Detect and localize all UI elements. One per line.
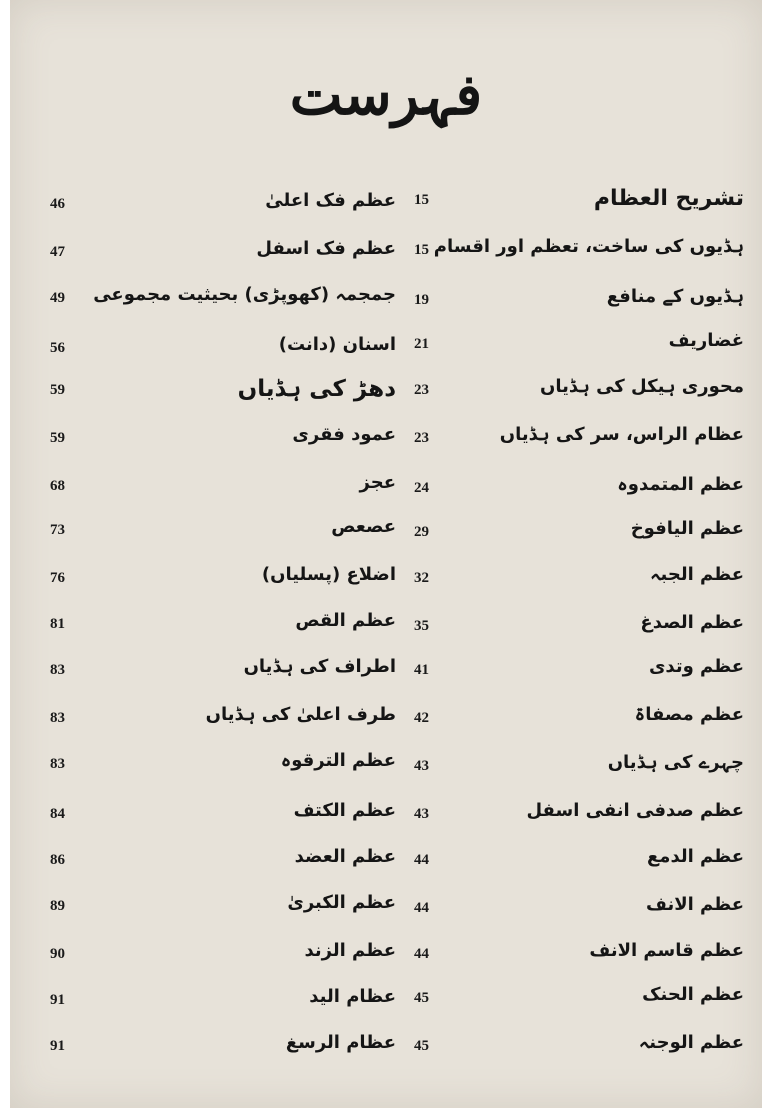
page-number: 45 — [414, 1038, 429, 1054]
toc-entry — [32, 704, 406, 744]
page-number: 83 — [50, 662, 65, 678]
page-number: 41 — [414, 662, 429, 678]
entry-title: تشریح العظام — [593, 186, 744, 211]
entry-title: عظم وتدی — [648, 656, 744, 677]
entry-title: دھڑ کی ہڈیاں — [237, 376, 396, 402]
page-number: 84 — [50, 806, 65, 822]
toc-entry — [32, 750, 406, 790]
toc-entry — [406, 564, 754, 604]
entry-title: ہڈیوں کے منافع — [606, 286, 744, 307]
toc-entry — [32, 610, 406, 650]
entry-title: عظم فک اعلیٰ — [265, 190, 396, 211]
toc-entry — [406, 330, 754, 370]
page-number: 19 — [414, 292, 429, 308]
toc-entry — [406, 656, 754, 696]
toc-entry — [32, 940, 406, 980]
toc-entry — [406, 704, 754, 744]
toc-entry — [406, 186, 754, 226]
page-number: 32 — [414, 570, 429, 586]
page-number: 44 — [414, 900, 429, 916]
entry-title: عظم الجبہ — [649, 564, 744, 585]
entry-title: عظم الدمع — [647, 846, 744, 867]
page-number: 23 — [414, 382, 429, 398]
entry-title: عظم الانف — [646, 894, 744, 915]
page-number: 73 — [50, 522, 65, 538]
entry-title: عظم الکبریٰ — [287, 892, 396, 913]
page-number: 35 — [414, 618, 429, 634]
page-number: 90 — [50, 946, 65, 962]
toc-entry — [32, 284, 406, 324]
page-number: 44 — [414, 852, 429, 868]
page-number: 89 — [50, 898, 65, 914]
entry-title: عصعص — [331, 516, 396, 537]
page-number: 91 — [50, 1038, 65, 1054]
page-number: 43 — [414, 758, 429, 774]
toc-entry — [406, 474, 754, 514]
toc-entry — [406, 236, 754, 276]
page-number: 76 — [50, 570, 65, 586]
entry-title: عمود فقری — [292, 424, 396, 445]
entry-title: عظام الراس، سر کی ہڈیاں — [499, 424, 744, 445]
toc-entry — [406, 612, 754, 652]
toc-entry — [32, 376, 406, 416]
entry-title: ہڈیوں کی ساخت، تعظم اور اقسام — [433, 236, 744, 257]
entry-title: عظم الترقوہ — [280, 750, 396, 771]
toc-entry — [406, 940, 754, 980]
entry-title: عظم فک اسفل — [256, 238, 396, 259]
toc-entry — [32, 424, 406, 464]
entry-title: عظم قاسم الانف — [589, 940, 744, 961]
page-number: 56 — [50, 340, 65, 356]
toc-entry — [406, 376, 754, 416]
entry-title: عظم الوجنہ — [638, 1032, 744, 1053]
entry-title: عظم مصفاۃ — [634, 704, 744, 725]
toc-entry — [406, 518, 754, 558]
toc-entry — [406, 800, 754, 840]
toc-entry — [406, 984, 754, 1024]
entry-title: عظم الصدغ — [640, 612, 744, 633]
page-number: 49 — [50, 290, 65, 306]
toc-entry — [406, 286, 754, 326]
entry-title: طرف اعلیٰ کی ہڈیاں — [205, 704, 396, 725]
entry-title: عظم صدفی انفی اسفل — [526, 800, 744, 821]
page-number: 83 — [50, 710, 65, 726]
toc-entry — [406, 846, 754, 886]
toc-entry — [32, 892, 406, 932]
entry-title: عظم العضد — [294, 846, 396, 867]
toc-entry — [32, 656, 406, 696]
page-number: 42 — [414, 710, 429, 726]
page-title: فہرست — [289, 62, 483, 128]
toc-entry — [32, 986, 406, 1026]
page-number: 47 — [50, 244, 65, 260]
toc-entry — [32, 238, 406, 278]
entry-title: چہرے کی ہڈیاں — [607, 752, 744, 773]
entry-title: عظم الحنک — [642, 984, 744, 1005]
entry-title: عظم الزند — [304, 940, 396, 961]
toc-entry — [406, 894, 754, 934]
page-number: 24 — [414, 480, 429, 496]
toc-entry — [406, 1032, 754, 1072]
page-number: 45 — [414, 990, 429, 1006]
page-number: 23 — [414, 430, 429, 446]
entry-title: اسنان (دانت) — [278, 334, 396, 355]
entry-title: اضلاع (پسلیاں) — [261, 564, 396, 585]
toc-entry — [32, 1032, 406, 1072]
page-number: 46 — [50, 196, 65, 212]
page-number: 83 — [50, 756, 65, 772]
toc-entry — [32, 800, 406, 840]
page-number: 91 — [50, 992, 65, 1008]
entry-title: عظام الید — [309, 986, 396, 1007]
toc-entry — [32, 334, 406, 374]
page-number: 15 — [414, 242, 429, 258]
entry-title: عظم القص — [295, 610, 396, 631]
page-number: 15 — [414, 192, 429, 208]
entry-title: عظم المتمدوہ — [617, 474, 744, 495]
entry-title: غضاریف — [668, 330, 744, 351]
toc-entry — [32, 564, 406, 604]
page-number: 29 — [414, 524, 429, 540]
entry-title: عظام الرسغ — [285, 1032, 396, 1053]
entry-title: عجز — [359, 472, 396, 493]
entry-title: جمجمہ (کھوپڑی) بحیثیت مجموعی — [93, 284, 396, 305]
entry-title: محوری ہیکل کی ہڈیاں — [540, 376, 744, 397]
toc-entry — [32, 846, 406, 886]
toc-entry — [32, 190, 406, 230]
page-number: 21 — [414, 336, 429, 352]
entry-title: عظم الکتف — [293, 800, 396, 821]
page-number: 59 — [50, 382, 65, 398]
page-number: 81 — [50, 616, 65, 632]
page-number: 44 — [414, 946, 429, 962]
entry-title: عظم الیافوخ — [630, 518, 744, 539]
page-number: 68 — [50, 478, 65, 494]
toc-entry — [406, 752, 754, 792]
page — [10, 0, 762, 1108]
page-number: 43 — [414, 806, 429, 822]
entry-title: اطراف کی ہڈیاں — [243, 656, 396, 677]
toc-entry — [32, 472, 406, 512]
toc-entry — [406, 424, 754, 464]
page-number: 86 — [50, 852, 65, 868]
toc-entry — [32, 516, 406, 556]
page-number: 59 — [50, 430, 65, 446]
